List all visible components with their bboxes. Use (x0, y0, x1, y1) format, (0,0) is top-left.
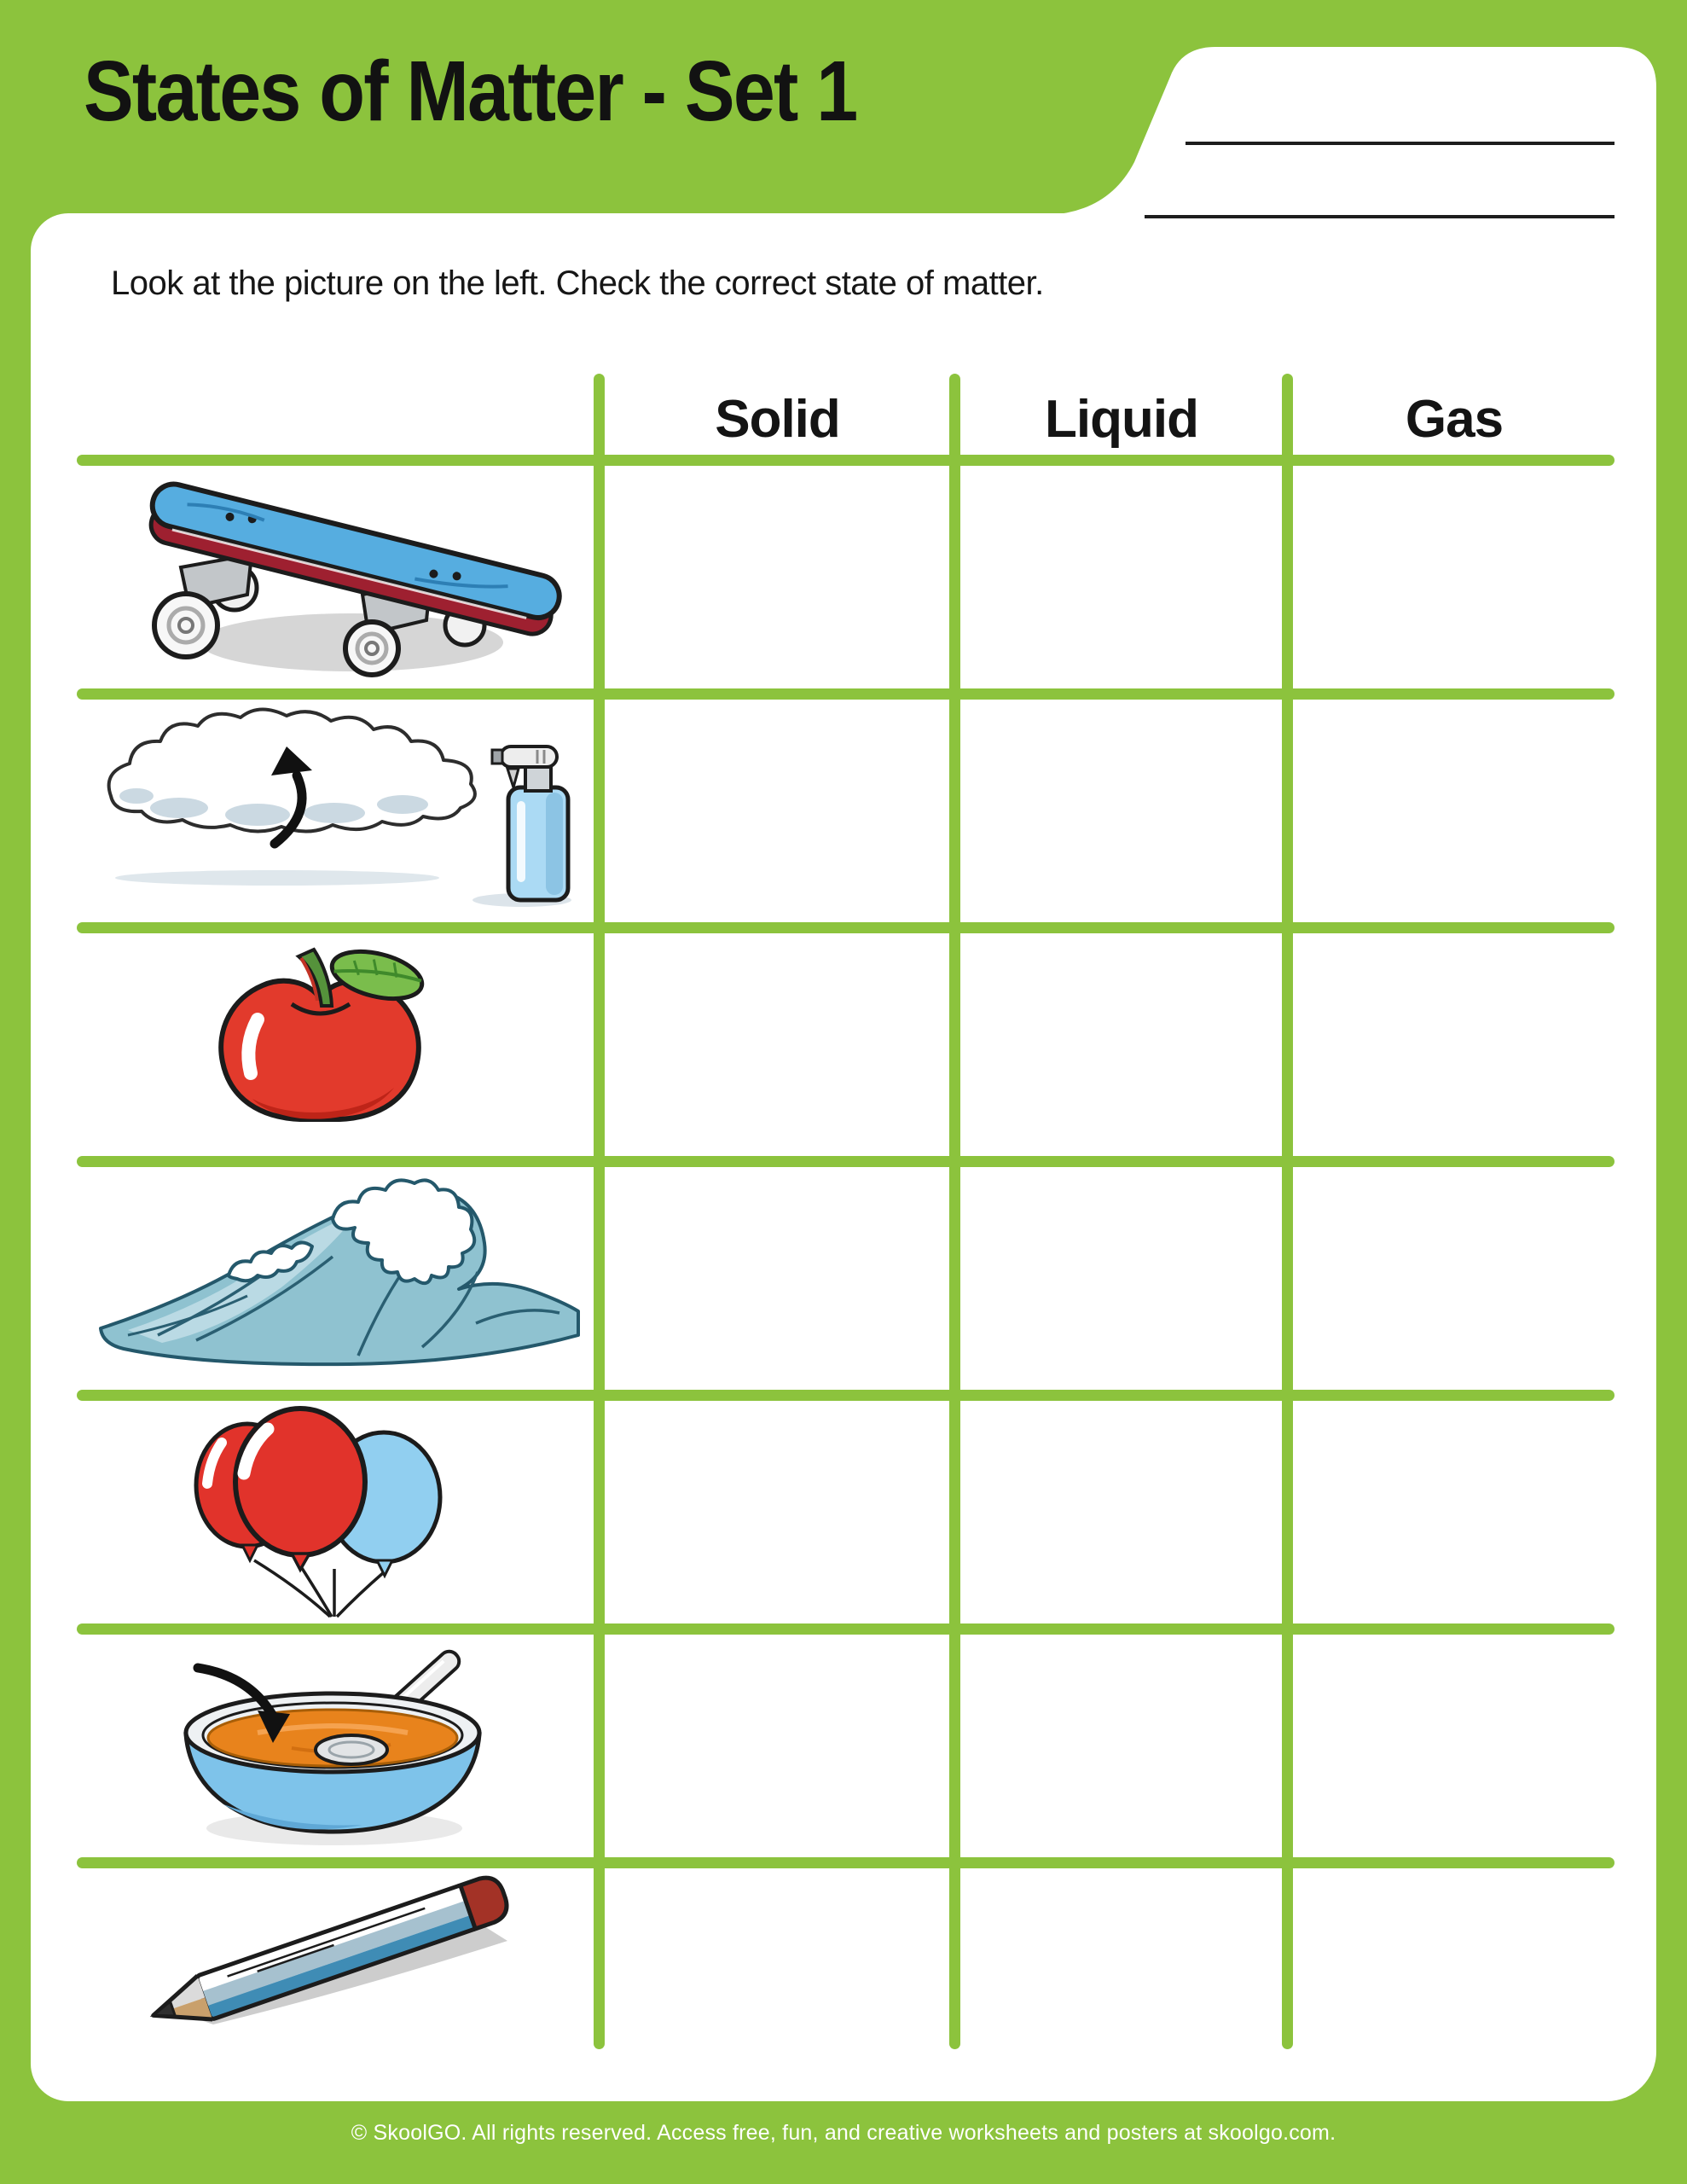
cell-apple-gas[interactable] (1294, 934, 1615, 1156)
cell-pencil-liquid[interactable] (961, 1869, 1282, 2048)
column-header-solid: Solid (715, 390, 840, 449)
cell-balloons-solid[interactable] (606, 1402, 949, 1623)
cell-soup-liquid[interactable] (961, 1635, 1282, 1857)
spray-mist-image (77, 700, 594, 922)
cell-wave-gas[interactable] (1294, 1168, 1615, 1390)
table-hline (77, 688, 1615, 700)
table-hline (77, 1390, 1615, 1401)
pencil-image (77, 1869, 594, 2048)
table-vline (1282, 374, 1293, 2049)
cell-spray-liquid[interactable] (961, 700, 1282, 922)
cell-spray-solid[interactable] (606, 700, 949, 922)
cell-pencil-solid[interactable] (606, 1869, 949, 2048)
table-hline (77, 1857, 1615, 1868)
table-hline (77, 1623, 1615, 1635)
cell-wave-solid[interactable] (606, 1168, 949, 1390)
apple-image (77, 934, 594, 1156)
instruction-text: Look at the picture on the left. Check the correct state of matter. (111, 264, 1044, 302)
soup-bowl-image (77, 1635, 594, 1857)
cell-balloons-gas[interactable] (1294, 1402, 1615, 1623)
write-in-line-2[interactable] (1145, 215, 1615, 218)
write-in-line-1[interactable] (1186, 142, 1615, 145)
cell-balloons-liquid[interactable] (961, 1402, 1282, 1623)
column-header-gas: Gas (1405, 390, 1504, 449)
ocean-wave-image (77, 1168, 594, 1390)
cell-pencil-gas[interactable] (1294, 1869, 1615, 2048)
cell-wave-liquid[interactable] (961, 1168, 1282, 1390)
table-hline (77, 1156, 1615, 1167)
page-title: States of Matter - Set 1 (84, 44, 857, 139)
table-vline (949, 374, 960, 2049)
cell-soup-solid[interactable] (606, 1635, 949, 1857)
skateboard-image (77, 467, 594, 688)
footer-copyright: © SkoolGO. All rights reserved. Access free, fun, and creative worksheets and posters at skoolgo.com. (351, 2121, 1336, 2145)
cell-skateboard-gas[interactable] (1294, 467, 1615, 688)
cell-skateboard-solid[interactable] (606, 467, 949, 688)
column-header-liquid: Liquid (1045, 390, 1198, 449)
cell-spray-gas[interactable] (1294, 700, 1615, 922)
table-vline (594, 374, 605, 2049)
cell-soup-gas[interactable] (1294, 1635, 1615, 1857)
balloons-image (77, 1402, 594, 1623)
cell-apple-solid[interactable] (606, 934, 949, 1156)
table-hline (77, 455, 1615, 466)
cell-skateboard-liquid[interactable] (961, 467, 1282, 688)
name-box (1049, 34, 1656, 218)
cell-apple-liquid[interactable] (961, 934, 1282, 1156)
table-hline (77, 922, 1615, 933)
